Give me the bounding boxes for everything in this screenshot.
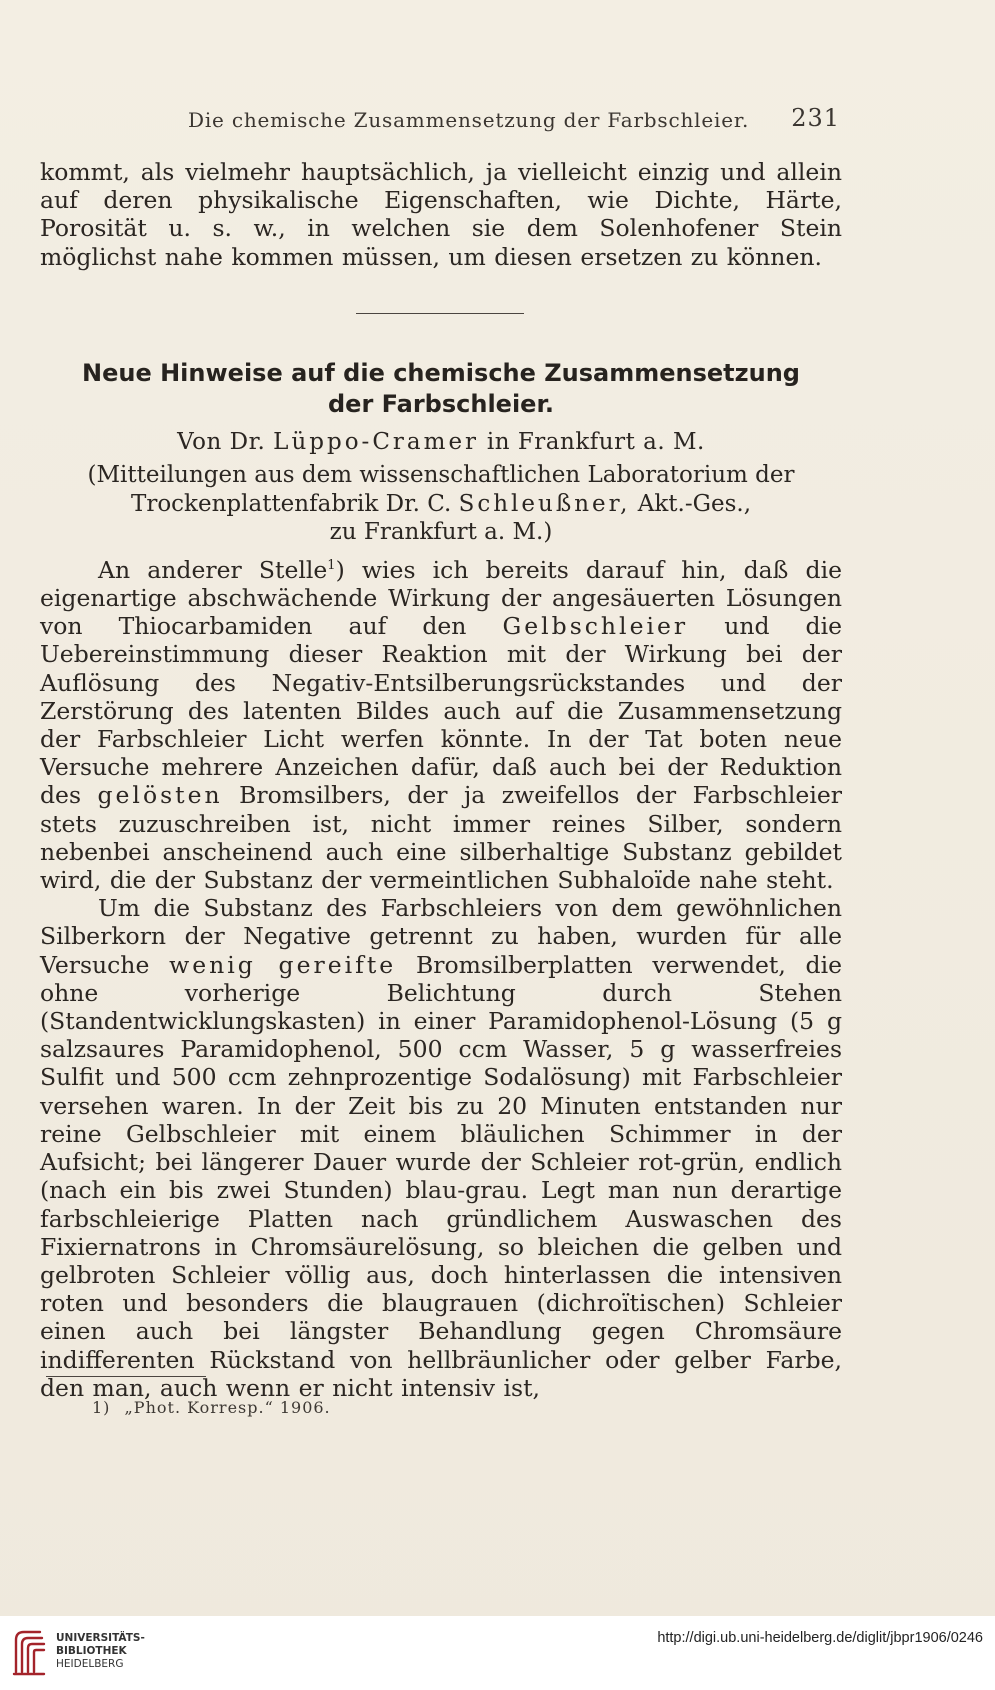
- paragraph-1-text-c: und die Uebereinstimmung dieser Reaktion mit der Wirkung bei der Auflösung des Negativ-Entsilberungsrückstandes und der Zerstörung des latenten Bildes auch auf die Zusammensetzung der Farbschleier Licht werfen könnte. In der Tat boten neue Versuche mehrere Anzeichen dafür, daß auch bei der Reduktion des: [40, 612, 842, 810]
- page-number: 231: [791, 104, 840, 132]
- digitization-footer: [0, 1616, 995, 1690]
- paragraph-2-text-b: Bromsilberplatten verwendet, die ohne vorherige Belichtung durch Stehen (Standentwicklungskasten) in einer Paramidophenol-Lösung (5 g salzsaures Paramidophenol, 500 ccm Wasser, 5 g wasserfreies Sulfit und 500 ccm zehnprozentige Sodalösung) mit Farbschleier versehen waren. In der Zeit bis zu 20 Minuten entstanden nur reine Gelbschleier mit einem bläulichen Schimmer in der Aufsicht; bei längerer Dauer wurde der Schleier rot-grün, endlich (nach ein bis zwei Stunden) blau-grau. Legt man nun derartige farbschleierige Platten nach gründlichem Auswaschen des Fixiernatrons in Chromsäurelösung, so bleichen die gelben und gelbroten Schleier völlig aus, doch hinterlassen die intensiven roten und besonders die blaugrauen (dichroïtischen) Schleier einen auch bei längster Behandlung gegen Chromsäure indifferenten Rückstand von hellbräunlicher oder gelber Farbe, den man, auch wenn er nicht intensiv ist,: [40, 950, 842, 1402]
- paragraph-1-text-b: ) wies ich bereits darauf hin, daß die eigenartige abschwächende Wirkung der angesäuerten Lösungen von Thiocarbamiden auf den: [40, 555, 842, 641]
- running-head: [40, 104, 840, 138]
- section-divider: [356, 313, 524, 314]
- author-prefix: Von Dr.: [177, 429, 266, 455]
- paragraph-1-emphasis-a: Gelbschleier: [502, 612, 689, 641]
- paragraph-1-emphasis-b: gelösten: [97, 781, 223, 810]
- affiliation: [40, 461, 842, 547]
- paragraph-2-emphasis: wenig gereifte: [169, 950, 397, 979]
- author-line: [40, 428, 842, 456]
- article-body: [40, 552, 842, 1402]
- library-name-line3: HEIDELBERG: [56, 1658, 124, 1670]
- affiliation-line3: zu Frankfurt a. M.): [329, 519, 553, 545]
- intro-paragraph: kommt, als vielmehr hauptsächlich, ja vielleicht einzig und allein auf deren physikalische Eigenschaften, wie Dichte, Härte, Porosität u. s. w., in welchen sie dem Solenhofener Stein möglichst nahe kommen müssen, um diesen ersetzen zu können.: [40, 158, 842, 271]
- affiliation-company: Schleußner,: [458, 490, 631, 517]
- author-name: Lüppo-Cramer: [273, 429, 480, 455]
- paragraph-2: [40, 894, 842, 1402]
- footnote-marker: 1): [92, 1398, 111, 1417]
- paragraph-1-text-a: An anderer Stelle: [98, 555, 328, 584]
- footnote-rule: [46, 1376, 206, 1377]
- author-suffix: in Frankfurt a. M.: [486, 429, 705, 455]
- affiliation-line1: (Mitteilungen aus dem wissenschaftlichen Laboratorium der: [87, 462, 795, 488]
- article-title-line2: der Farbschleier.: [328, 390, 554, 418]
- article-title-line1: Neue Hinweise auf die chemische Zusammensetzung: [82, 359, 800, 387]
- article-title: [40, 358, 842, 420]
- footnote: [92, 1398, 331, 1417]
- source-url-link[interactable]: http://digi.ub.uni-heidelberg.de/diglit/jbpr1906/0246: [657, 1630, 983, 1646]
- affiliation-line2b: Akt.-Ges.,: [637, 490, 752, 517]
- running-title: Die chemische Zusammensetzung der Farbschleier.: [188, 108, 750, 132]
- footnote-text: „Phot. Korresp.“ 1906.: [124, 1398, 331, 1417]
- affiliation-line2a: Trockenplattenfabrik Dr. C.: [130, 490, 452, 517]
- paragraph-1: [40, 552, 842, 894]
- library-name: [56, 1632, 145, 1671]
- paragraph-1-text-d: Bromsilbers, der ja zweifellos der Farbschleier stets zuzuschreiben ist, nicht immer reines Silber, sondern nebenbei anscheinend auch eine silberhaltige Substanz gebildet wird, die der Substanz der vermeintlichen Subhaloïde nahe steht.: [40, 781, 842, 895]
- paragraph-2-text-a: Um die Substanz des Farbschleiers von dem gewöhnlichen Silberkorn der Negative getrennt zu haben, wurden für alle Versuche: [40, 894, 842, 979]
- footnote-reference: 1: [327, 558, 336, 573]
- university-library-logo-icon: [10, 1626, 48, 1678]
- library-name-line1: UNIVERSITÄTS-: [56, 1632, 145, 1644]
- library-name-line2: BIBLIOTHEK: [56, 1645, 127, 1657]
